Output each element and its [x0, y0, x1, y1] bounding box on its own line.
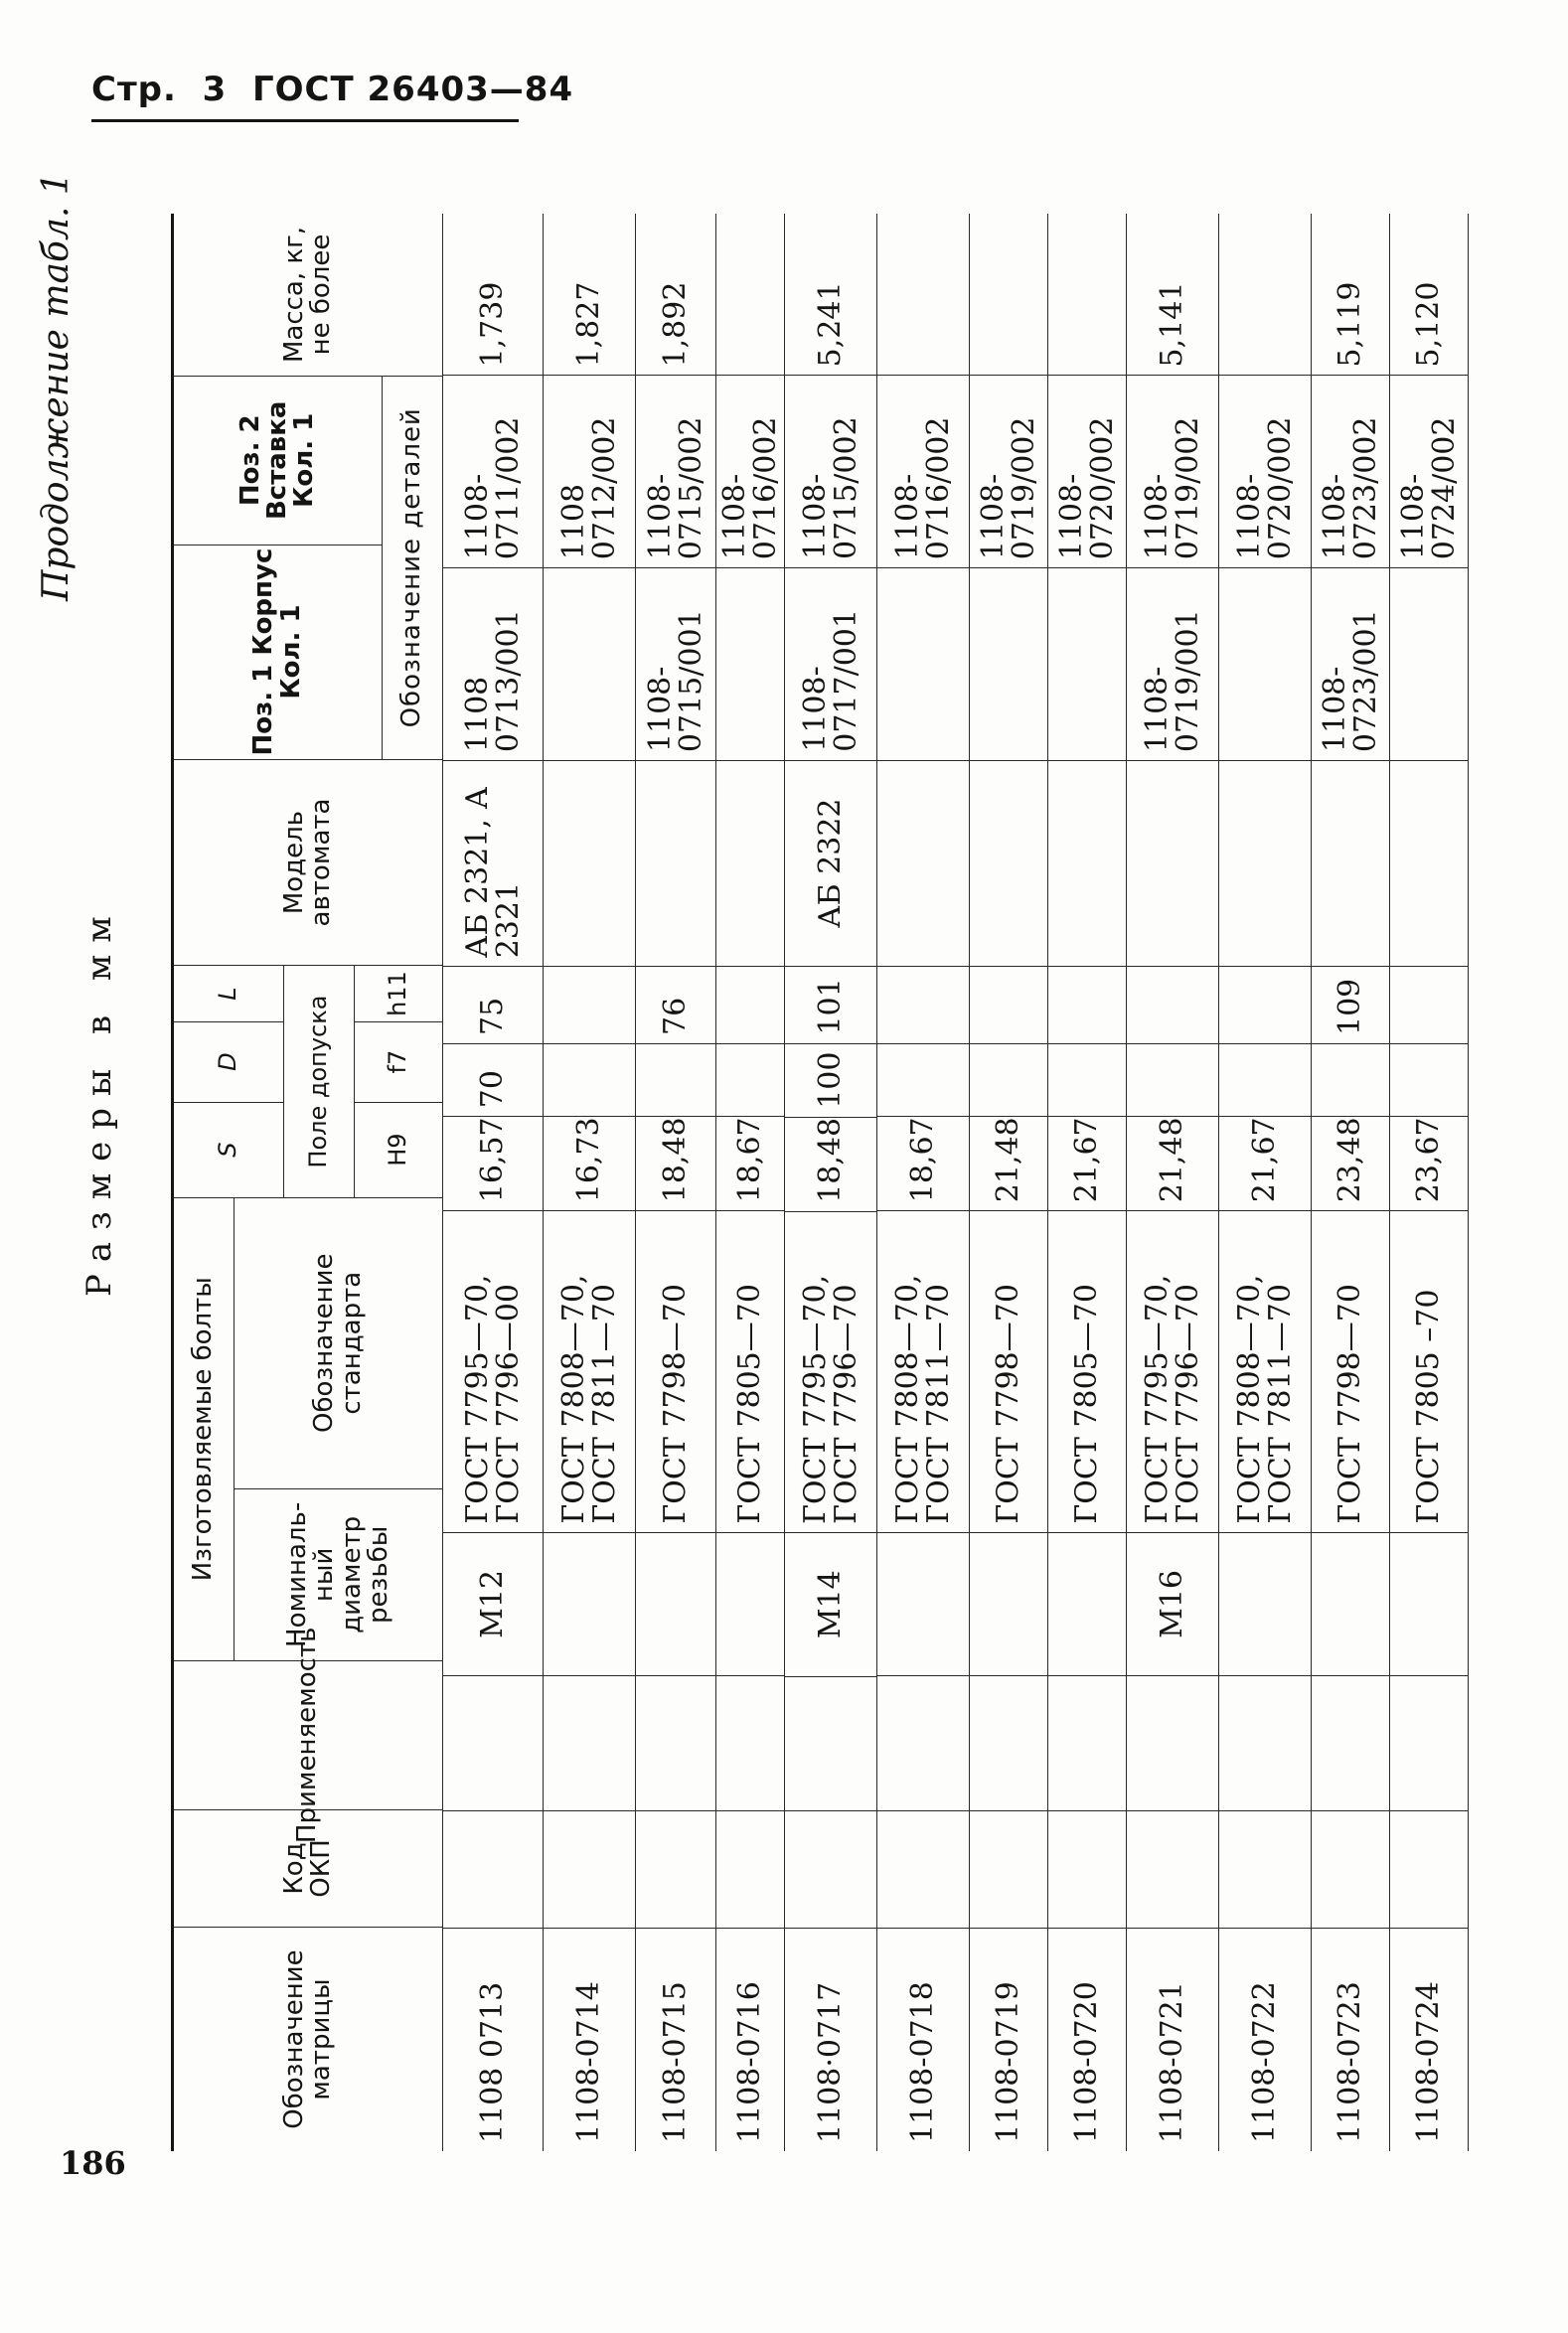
cell-d: 100 — [785, 1043, 876, 1117]
cell-thread — [1219, 1532, 1311, 1676]
cell-thread — [877, 1532, 969, 1676]
cell-pos1 — [1219, 567, 1311, 760]
cell-d — [970, 1043, 1047, 1116]
cell-std — [1390, 1210, 1468, 1531]
header-bolts-group — [174, 1197, 442, 1660]
header-bolts: Изготовляемые болты — [174, 1198, 235, 1660]
cell-pos1: 1108 0713/001 — [443, 567, 543, 760]
cell-std — [970, 1210, 1047, 1531]
cell-std — [1048, 1210, 1126, 1531]
header-page: 3 — [202, 70, 228, 109]
cell-matrix: 1108·0717 — [785, 1928, 876, 2151]
cell-d — [716, 1043, 784, 1116]
bolt-standard: ГОСТ 7805 –70 — [1411, 1289, 1447, 1524]
cell-mass — [970, 214, 1047, 375]
cell-matrix: 1108-0718 — [877, 1928, 969, 2151]
cell-s: 18,67 — [716, 1116, 784, 1210]
bolt-standard: ГОСТ 7811—70 — [921, 1284, 956, 1524]
header-tol-s: H9 — [355, 1102, 442, 1197]
cell-std — [544, 1210, 635, 1531]
header-matrix: Обозначение матрицы — [174, 1927, 442, 2151]
cell-matrix: 1108-0714 — [544, 1928, 635, 2151]
bolt-standard: ГОСТ 7795—70, — [797, 1274, 833, 1524]
cell-okp — [1219, 1810, 1311, 1928]
cell-app — [1127, 1675, 1218, 1810]
cell-pos2: 1108-0723/002 — [1312, 375, 1389, 567]
cell-mass — [877, 214, 969, 375]
header-s: S — [174, 1102, 283, 1197]
cell-pos1 — [1048, 567, 1126, 760]
cell-std — [785, 1211, 876, 1532]
cell-okp — [877, 1810, 969, 1928]
cell-matrix: 1108-0723 — [1312, 1928, 1389, 2151]
cell-d — [1390, 1043, 1468, 1116]
cell-pos1: 1108-0719/001 — [1127, 567, 1218, 760]
bolt-standard: ГОСТ 7795—70, — [459, 1274, 495, 1524]
cell-thread — [544, 1532, 635, 1676]
cell-thread — [1048, 1532, 1126, 1676]
cell-std — [636, 1210, 715, 1531]
cell-pos1 — [877, 567, 969, 760]
cell-okp — [1127, 1810, 1218, 1928]
cell-thread: M12 — [443, 1532, 543, 1676]
cell-thread — [970, 1532, 1047, 1676]
cell-mass — [1219, 214, 1311, 375]
cell-app — [785, 1676, 876, 1811]
table-row — [1127, 214, 1219, 2151]
header-pos1: Поз. 1 Корпус Кол. 1 — [174, 544, 382, 759]
bolt-standard: ГОСТ 7798—70 — [658, 1284, 694, 1524]
cell-l — [877, 966, 969, 1043]
cell-app — [716, 1675, 784, 1810]
cell-app — [1312, 1675, 1389, 1810]
bolt-standard: ГОСТ 7795—70, — [1139, 1274, 1175, 1524]
cell-app — [970, 1675, 1047, 1810]
cell-mass: 5,241 — [813, 281, 849, 368]
cell-okp — [1390, 1810, 1468, 1928]
cell-s: 18,48 — [636, 1116, 715, 1210]
cell-matrix: 1108-0721 — [1127, 1928, 1218, 2151]
bolt-standard: ГОСТ 7805—70 — [732, 1284, 768, 1524]
cell-okp — [1048, 1810, 1126, 1928]
cell-l: 109 — [1312, 966, 1389, 1043]
cell-model — [1219, 760, 1311, 966]
cell-model: АБ 2322 — [785, 760, 876, 966]
bolt-standard: ГОСТ 7811—70 — [1263, 1284, 1298, 1524]
cell-matrix: 1108-0724 — [1390, 1928, 1468, 2151]
cell-model — [877, 760, 969, 966]
cell-l — [1127, 966, 1218, 1043]
cell-s: 18,48 — [785, 1117, 876, 1211]
bolt-standard: ГОСТ 7796—70 — [1171, 1284, 1205, 1524]
header-thread: Номиналь-ный диаметр резьбы — [235, 1488, 442, 1660]
rotated-page — [32, 84, 1462, 2251]
cell-matrix: 1108-0719 — [970, 1928, 1047, 2151]
cell-matrix: 1108-0722 — [1219, 1928, 1311, 2151]
cell-mass — [716, 214, 784, 375]
header-details-group — [174, 376, 442, 759]
cell-thread — [636, 1532, 715, 1676]
header-details: Обозначение деталей — [396, 407, 427, 728]
cell-okp — [1312, 1810, 1389, 1928]
cell-okp — [544, 1810, 635, 1928]
cell-okp — [716, 1810, 784, 1928]
cell-pos1 — [544, 567, 635, 760]
cell-pos2: 1108-0724/002 — [1390, 375, 1468, 567]
bolt-standard: ГОСТ 7808—70, — [555, 1274, 591, 1524]
cell-app — [1219, 1675, 1311, 1810]
table-row — [970, 214, 1048, 2151]
bolt-standard: ГОСТ 7796—00 — [491, 1284, 526, 1524]
cell-pos2: 1108-0715/002 — [636, 375, 715, 567]
cell-d — [1048, 1043, 1126, 1116]
cell-pos1 — [970, 567, 1047, 760]
cell-mass: 5,119 — [1333, 281, 1368, 368]
cell-l — [544, 966, 635, 1043]
cell-app — [877, 1675, 969, 1810]
cell-model — [1390, 760, 1468, 966]
cell-thread — [716, 1532, 784, 1676]
header-l: L — [214, 987, 242, 1001]
cell-s: 21,67 — [1048, 1116, 1126, 1210]
cell-model: АБ 2321, А 2321 — [443, 760, 543, 966]
header-pos2: Поз. 2 Вставка Кол. 1 — [235, 400, 320, 521]
cell-pos2: 1108-0719/002 — [970, 375, 1047, 567]
table-header — [174, 214, 443, 2151]
table-row — [443, 214, 544, 2151]
header-tol-l: h11 — [384, 971, 412, 1016]
table-row — [1219, 214, 1312, 2151]
cell-app — [443, 1675, 543, 1810]
cell-std — [1312, 1210, 1389, 1531]
cell-pos2: 1108-0720/002 — [1219, 375, 1311, 567]
table-title: Размеры в мм — [79, 904, 119, 1297]
header-bolt-std: Обозначение стандарта — [309, 1253, 367, 1433]
cell-d — [636, 1043, 715, 1116]
cell-matrix: 1108-0715 — [636, 1928, 715, 2151]
cell-model — [636, 760, 715, 966]
cell-d — [877, 1043, 969, 1116]
header-mass: Масса, кг, не более — [278, 226, 336, 364]
cell-std — [716, 1210, 784, 1531]
cell-thread — [1390, 1532, 1468, 1676]
header-applicability: Применяемость — [174, 1660, 442, 1809]
cell-model — [716, 760, 784, 966]
cell-mass: 5,141 — [1155, 281, 1190, 368]
cell-l: 75 — [443, 966, 543, 1043]
cell-l — [1048, 966, 1126, 1043]
header-okp: Код ОКП — [174, 1809, 442, 1927]
bolt-standard: ГОСТ 7798—70 — [1333, 1284, 1368, 1524]
bolt-standard: ГОСТ 7811—70 — [587, 1284, 622, 1524]
cell-mass — [1048, 214, 1126, 375]
cell-pos2: 1108-0719/002 — [1127, 375, 1218, 567]
cell-d — [1312, 1043, 1389, 1116]
cell-matrix: 1108 0713 — [443, 1928, 543, 2151]
cell-mass: 1,739 — [475, 281, 511, 368]
cell-l: 101 — [785, 966, 876, 1043]
cell-pos1: 1108-0717/001 — [785, 567, 876, 760]
header-prefix: Стр. — [91, 70, 177, 109]
cell-d: 70 — [443, 1043, 543, 1116]
cell-s: 21,67 — [1219, 1116, 1311, 1210]
header-tolerance: Поле допуска — [284, 966, 355, 1196]
bolt-standard: ГОСТ 7796—70 — [829, 1284, 863, 1524]
cell-s: 21,48 — [970, 1116, 1047, 1210]
header-standard: ГОСТ 26403—84 — [251, 70, 574, 109]
cell-model — [544, 760, 635, 966]
cell-pos2: 1108-0716/002 — [877, 375, 969, 567]
cell-okp — [970, 1810, 1047, 1928]
cell-pos2: 1108-0716/002 — [716, 375, 784, 567]
table-row — [1312, 214, 1390, 2151]
cell-okp — [785, 1810, 876, 1928]
cell-l: 76 — [636, 966, 715, 1043]
cell-matrix: 1108-0716 — [716, 1928, 784, 2151]
cell-mass: 5,120 — [1411, 281, 1447, 368]
cell-std — [877, 1210, 969, 1531]
cell-model — [1312, 760, 1389, 966]
table-row — [1390, 214, 1469, 2151]
cell-matrix: 1108-0720 — [1048, 1928, 1126, 2151]
cell-model — [1048, 760, 1126, 966]
header-sdl-group — [174, 965, 442, 1196]
table-row — [785, 214, 877, 2151]
cell-model — [970, 760, 1047, 966]
cell-pos2: 1108 0712/002 — [544, 375, 635, 567]
bolt-standard: ГОСТ 7808—70, — [1231, 1274, 1267, 1524]
cell-d — [544, 1043, 635, 1116]
cell-mass: 1,892 — [658, 281, 694, 368]
table-row — [716, 214, 785, 2151]
cell-pos2: 1108-0711/002 — [443, 375, 543, 567]
cell-app — [1390, 1675, 1468, 1810]
cell-thread: M16 — [1127, 1532, 1218, 1676]
cell-model — [1127, 760, 1218, 966]
bolt-standard: ГОСТ 7798—70 — [991, 1284, 1026, 1524]
table-row — [877, 214, 970, 2151]
header-d: D — [174, 1021, 283, 1102]
cell-thread: M14 — [785, 1532, 876, 1676]
cell-thread — [1312, 1532, 1389, 1676]
cell-pos1: 1108-0723/001 — [1312, 567, 1389, 760]
table-row — [544, 214, 636, 2151]
cell-d — [1219, 1043, 1311, 1116]
cell-s: 23,67 — [1390, 1116, 1468, 1210]
cell-std — [1127, 1210, 1218, 1531]
header-model: Модель автомата — [174, 759, 442, 966]
cell-app — [636, 1675, 715, 1810]
cell-okp — [636, 1810, 715, 1928]
header-tol-d: f7 — [355, 1021, 442, 1102]
bolt-standard: ГОСТ 7805—70 — [1069, 1284, 1105, 1524]
cell-s: 16,73 — [544, 1116, 635, 1210]
data-table — [174, 214, 1469, 2151]
cell-pos2: 1108-0720/002 — [1048, 375, 1126, 567]
cell-mass: 1,827 — [571, 281, 607, 368]
cell-l — [716, 966, 784, 1043]
cell-s: 16,57 — [443, 1116, 543, 1210]
bolt-standard: ГОСТ 7808—70, — [889, 1274, 925, 1524]
table-body — [443, 214, 1469, 2151]
cell-app — [1048, 1675, 1126, 1810]
cell-d — [1127, 1043, 1218, 1116]
page-number: 186 — [60, 2144, 126, 2182]
cell-pos2: 1108-0715/002 — [785, 375, 876, 567]
cell-pos1 — [1390, 567, 1468, 760]
continuation-label: Продолжение табл. 1 — [36, 172, 77, 601]
cell-l — [1390, 966, 1468, 1043]
cell-std — [1219, 1210, 1311, 1531]
cell-std — [443, 1210, 543, 1531]
cell-l — [1219, 966, 1311, 1043]
cell-s: 18,67 — [877, 1116, 969, 1210]
cell-s: 23,48 — [1312, 1116, 1389, 1210]
cell-s: 21,48 — [1127, 1116, 1218, 1210]
cell-pos1 — [716, 567, 784, 760]
table-row — [636, 214, 716, 2151]
table-row — [1048, 214, 1127, 2151]
cell-app — [544, 1675, 635, 1810]
cell-l — [970, 966, 1047, 1043]
cell-okp — [443, 1810, 543, 1928]
cell-pos1: 1108-0715/001 — [636, 567, 715, 760]
